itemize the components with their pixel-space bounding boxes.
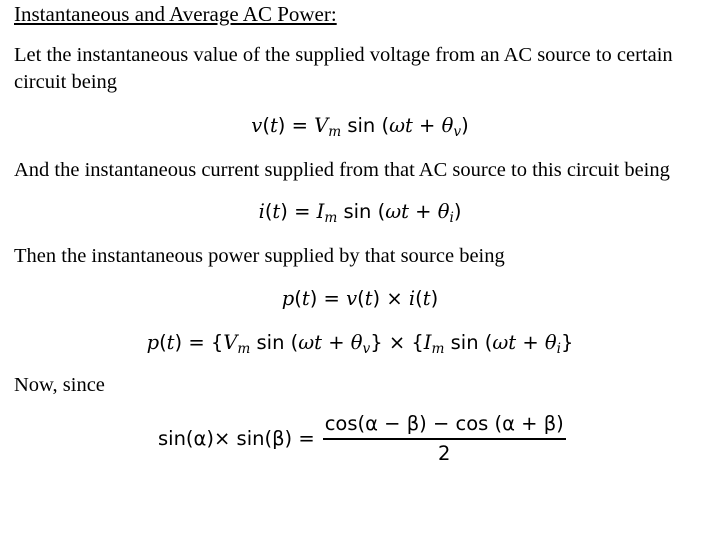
paragraph-since: Now, since [14,374,105,396]
identity-denominator: 2 [438,441,451,465]
identity-numerator: cos(α − β) − cos (α + β) [324,412,564,435]
paragraph-voltage-intro-line2: circuit being [14,71,118,93]
page-title: Instantaneous and Average AC Power: [14,2,337,26]
paragraph-current-intro: And the instantaneous current supplied from that AC source to this circuit being [14,159,670,181]
equation-power-expanded: $p(t) = \{V_m$ $\sin (\omega t + \theta_v\} \times \{I_m$ $\sin (\omega t + \theta_i\}$ [146,331,574,358]
equation-current: $i(t) = I_m$ $\sin (\omega t + \theta_i)$ [258,200,462,227]
identity-lhs: sin(α)× sin(β) = [158,426,315,450]
equation-voltage: $v(t) = V_m$ $\sin (\omega t + \theta_v)$ [251,114,469,141]
paragraph-power-intro: Then the instantaneous power supplied by that source being [14,245,505,267]
equation-power: p(t) = v(t) × i(t) [281,287,439,310]
equation-product-identity [158,412,566,465]
paragraph-voltage-intro-line1: Let the instantaneous value of the supplied voltage from an AC source to certain [14,44,673,66]
identity-fraction [323,412,566,465]
